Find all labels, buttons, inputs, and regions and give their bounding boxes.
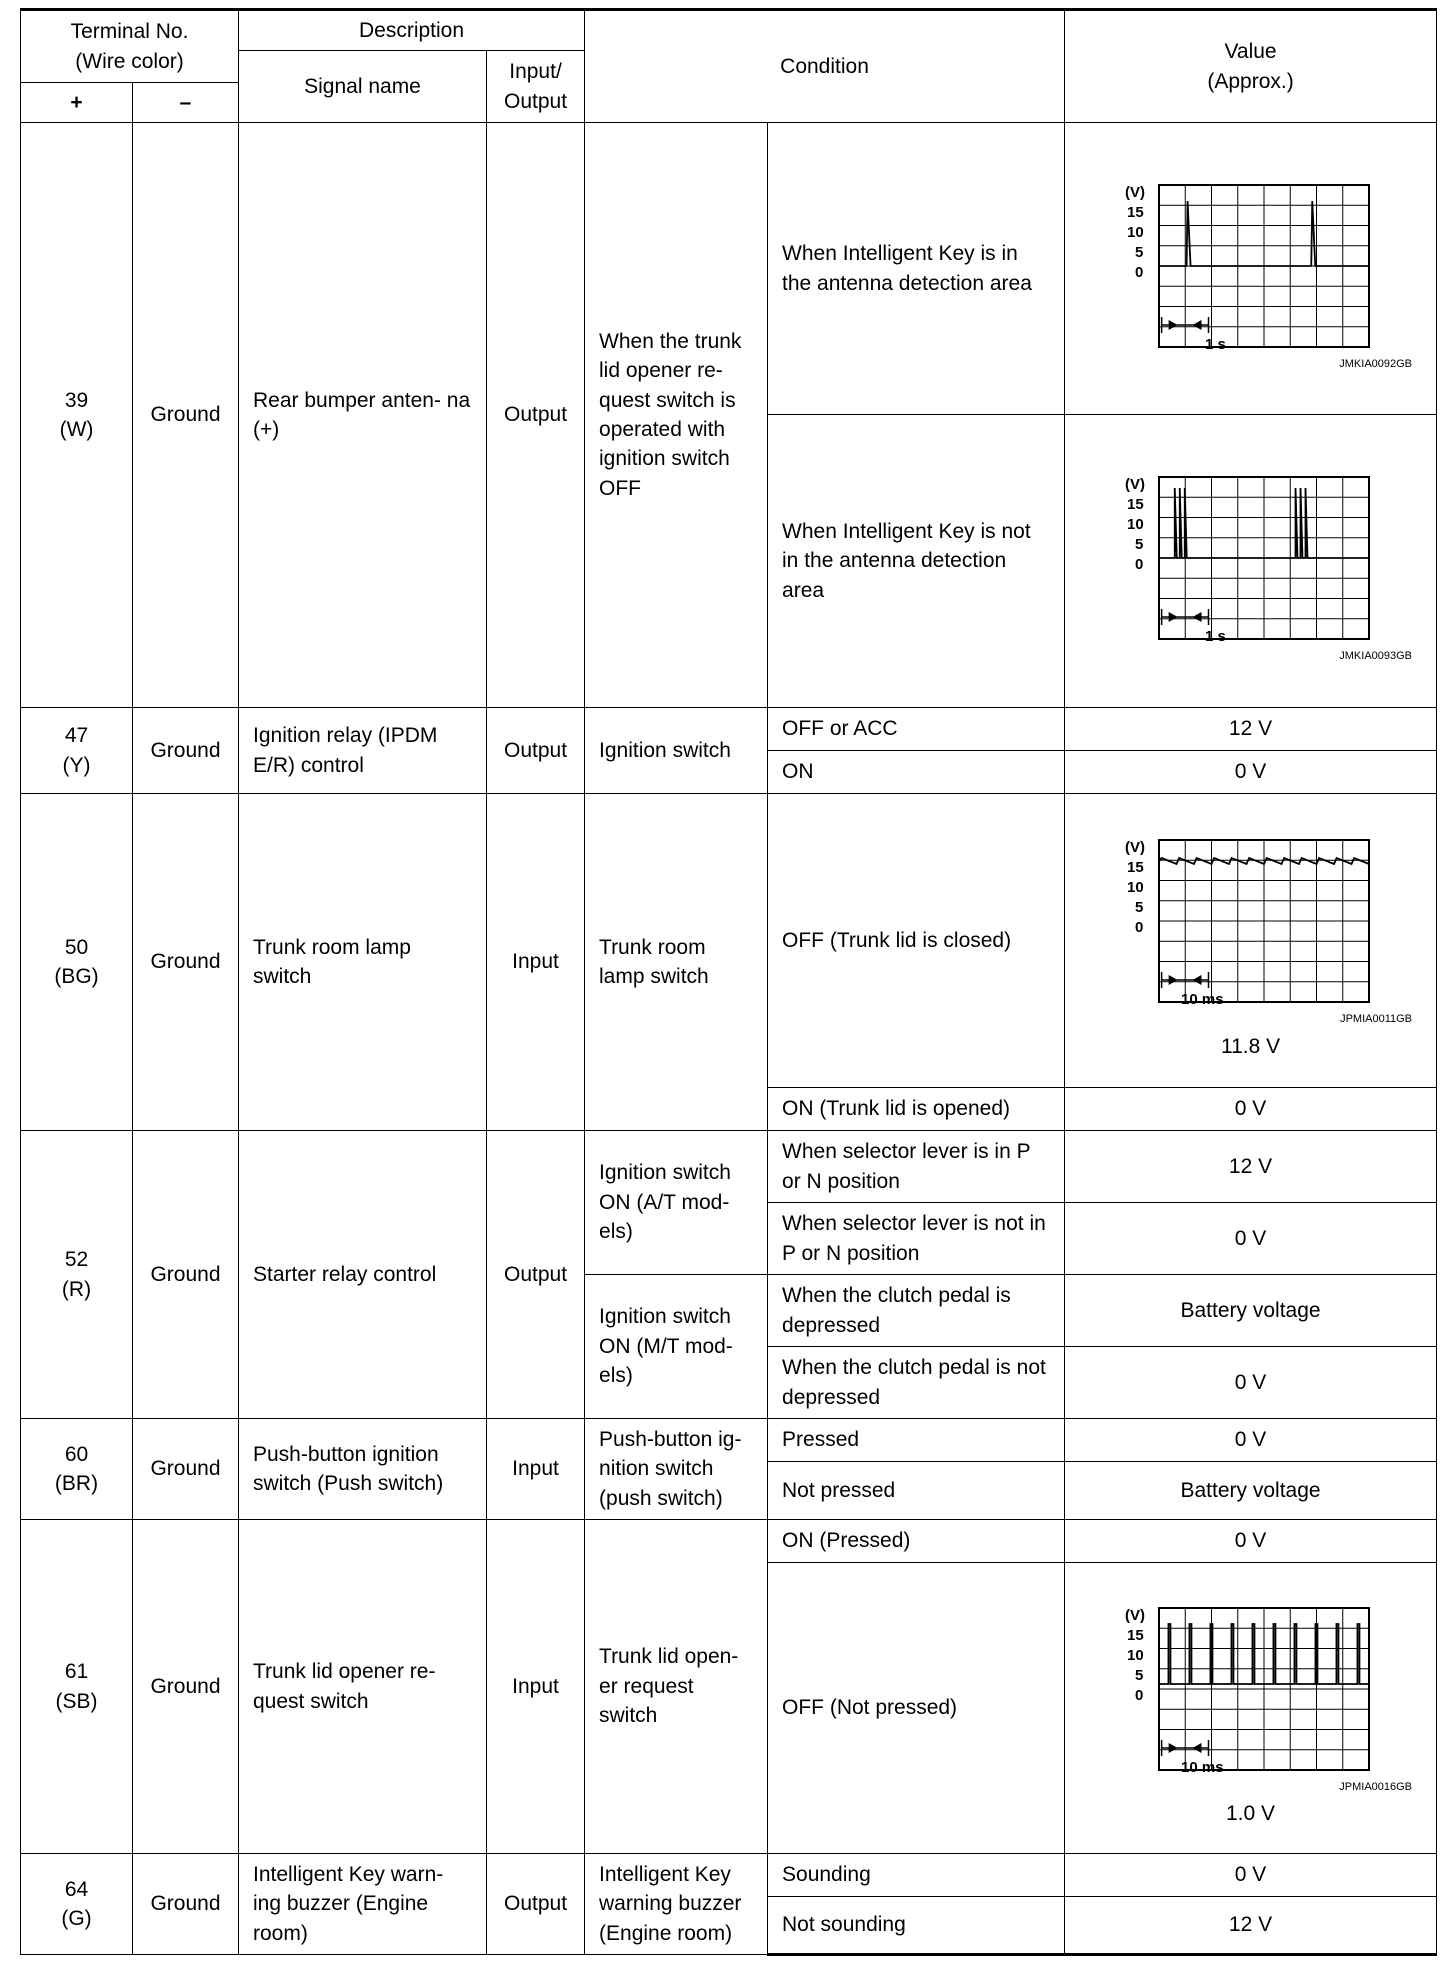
value-cell: 12 V xyxy=(1065,1897,1437,1955)
condition-sub: OFF or ACC xyxy=(768,708,1065,751)
condition-sub: Sounding xyxy=(768,1854,1065,1897)
scale-label: 10 ms xyxy=(1180,1758,1224,1776)
terminal-plus-50 xyxy=(21,794,133,1131)
condition-sub: When selector lever is not in P or N position xyxy=(768,1203,1065,1275)
signal-name: Trunk lid opener re- quest switch xyxy=(239,1520,487,1854)
terminal-table xyxy=(20,8,1437,1956)
scale-arrow-icon xyxy=(1192,1743,1201,1753)
terminal-number: 50 xyxy=(64,935,89,959)
terminal-number: 47 xyxy=(64,724,89,748)
condition-sub: OFF (Trunk lid is closed) xyxy=(768,794,1065,1088)
value-cell: 0 V xyxy=(1065,1088,1437,1131)
y-tick: 0 xyxy=(1134,1686,1143,1704)
y-tick: 15 xyxy=(1126,496,1144,514)
value-header xyxy=(1065,10,1437,123)
terminal-minus: Ground xyxy=(133,1419,239,1520)
scale-label: 10 ms xyxy=(1180,991,1224,1009)
condition-sub: Pressed xyxy=(768,1419,1065,1462)
y-tick: 15 xyxy=(1126,1626,1144,1644)
terminal-minus: Ground xyxy=(133,1520,239,1854)
waveform-chart xyxy=(1101,451,1401,651)
waveform-chart xyxy=(1101,159,1401,359)
terminal-number: 61 xyxy=(64,1660,89,1684)
condition-sub: ON (Pressed) xyxy=(768,1520,1065,1563)
io-value: Output xyxy=(487,708,585,794)
wire-color: (G) xyxy=(61,1907,92,1930)
value-cell: 12 V xyxy=(1065,708,1437,751)
y-tick: 0 xyxy=(1134,263,1143,281)
y-tick: 10 xyxy=(1126,516,1144,534)
minus-header: – xyxy=(133,83,239,123)
value-cell: 0 V xyxy=(1065,1520,1437,1563)
scale-arrow-icon xyxy=(1192,320,1201,330)
wire-color: (R) xyxy=(61,1277,92,1301)
y-tick: 10 xyxy=(1126,223,1144,241)
value-cell: 0 V xyxy=(1065,1419,1437,1462)
signal-name: Starter relay control xyxy=(239,1131,487,1419)
io-header: Input/ Output xyxy=(487,51,585,123)
value-cell: 0 V xyxy=(1065,1854,1437,1897)
value-text: 11.8 V xyxy=(1220,1034,1281,1058)
condition-sub: When the clutch pedal is depressed xyxy=(768,1275,1065,1347)
y-tick: 0 xyxy=(1134,556,1143,574)
y-tick: 15 xyxy=(1126,859,1144,877)
signal-name: Ignition relay (IPDM E/R) control xyxy=(239,708,487,794)
io-value: Input xyxy=(487,1419,585,1520)
unit-label: (V) xyxy=(1124,839,1145,857)
value-cell: Battery voltage xyxy=(1065,1462,1437,1520)
figure-reference: JPMIA0011GB xyxy=(1340,1013,1413,1026)
scale-label: 1 s xyxy=(1204,628,1226,646)
value-text: 1.0 V xyxy=(1226,1802,1276,1825)
unit-label: (V) xyxy=(1124,183,1145,201)
unit-label: (V) xyxy=(1124,1606,1145,1624)
io-value: Input xyxy=(487,1520,585,1854)
condition-sub: Not sounding xyxy=(768,1897,1065,1955)
value-cell: 0 V xyxy=(1065,1203,1437,1275)
terminal-minus: Ground xyxy=(133,708,239,794)
waveform-cell xyxy=(1065,123,1437,415)
wire-color: (BR) xyxy=(54,1472,99,1495)
wire-color-label: (Wire color) xyxy=(75,49,184,73)
condition-main: Ignition switch xyxy=(585,708,768,794)
unit-label: (V) xyxy=(1124,476,1145,494)
scale-arrow-icon xyxy=(1192,975,1201,985)
condition-main: Trunk lid open- er request switch xyxy=(585,1520,768,1854)
condition-sub: When the clutch pedal is not depressed xyxy=(768,1347,1065,1419)
signal-name: Rear bumper anten- na (+) xyxy=(239,123,487,708)
value-cell: Battery voltage xyxy=(1065,1275,1437,1347)
scale-arrow-icon xyxy=(1168,1743,1177,1753)
io-value: Output xyxy=(487,1131,585,1419)
terminal-minus: Ground xyxy=(133,794,239,1131)
scale-arrow-icon xyxy=(1168,975,1177,985)
figure-reference: JMKIA0093GB xyxy=(1339,650,1413,663)
terminal-minus: Ground xyxy=(133,123,239,708)
terminal-number: 39 xyxy=(64,388,89,412)
waveform-cell xyxy=(1065,415,1437,708)
terminal-number: 52 xyxy=(64,1248,89,1272)
condition-sub: When Intelligent Key is in the antenna detection area xyxy=(768,123,1065,415)
description-header: Description xyxy=(239,10,585,51)
scale-arrow-icon xyxy=(1168,612,1177,622)
io-value: Output xyxy=(487,1854,585,1955)
terminal-plus-52 xyxy=(21,1131,133,1419)
terminal-plus-61 xyxy=(21,1520,133,1854)
y-tick: 5 xyxy=(1134,536,1143,554)
condition-main: Ignition switch ON (A/T mod- els) xyxy=(585,1131,768,1275)
io-value: Output xyxy=(487,123,585,708)
terminal-number: 60 xyxy=(64,1442,89,1466)
signal-name-header: Signal name xyxy=(239,51,487,123)
condition-sub: When Intelligent Key is not in the antenna detection area xyxy=(768,415,1065,708)
approx-label: (Approx.) xyxy=(1207,69,1294,93)
terminal-plus-47 xyxy=(21,708,133,794)
condition-sub: When selector lever is in P or N position xyxy=(768,1131,1065,1203)
y-tick: 10 xyxy=(1126,879,1144,897)
value-cell: 0 V xyxy=(1065,1347,1437,1419)
signal-name: Push-button ignition switch (Push switch) xyxy=(239,1419,487,1520)
wire-color: (Y) xyxy=(62,753,91,777)
y-tick: 10 xyxy=(1126,1646,1144,1664)
signal-name: Trunk room lamp switch xyxy=(239,794,487,1131)
value-cell: 12 V xyxy=(1065,1131,1437,1203)
condition-header: Condition xyxy=(585,10,1065,123)
scale-label: 1 s xyxy=(1204,335,1226,353)
terminal-plus-60 xyxy=(21,1419,133,1520)
scale-arrow-icon xyxy=(1192,612,1201,622)
waveform-cell xyxy=(1065,1563,1437,1854)
condition-main: Intelligent Key warning buzzer (Engine room) xyxy=(585,1854,768,1955)
y-tick: 15 xyxy=(1126,203,1144,221)
condition-main: Trunk room lamp switch xyxy=(585,794,768,1131)
waveform-chart xyxy=(1101,814,1401,1014)
condition-main: Push-button ig- nition switch (push switch) xyxy=(585,1419,768,1520)
condition-sub: ON (Trunk lid is opened) xyxy=(768,1088,1065,1131)
value-label: Value xyxy=(1224,40,1277,64)
terminal-plus-64 xyxy=(21,1854,133,1955)
y-tick: 0 xyxy=(1134,919,1143,937)
scale-arrow-icon xyxy=(1168,320,1177,330)
condition-main: When the trunk lid opener re- quest switch is operated with ignition switch OFF xyxy=(585,123,768,708)
condition-sub: ON xyxy=(768,751,1065,794)
io-value: Input xyxy=(487,794,585,1131)
condition-sub: Not pressed xyxy=(768,1462,1065,1520)
figure-reference: JMKIA0092GB xyxy=(1339,357,1413,370)
y-tick: 5 xyxy=(1134,243,1143,261)
terminal-number: 64 xyxy=(64,1877,89,1901)
plus-header: + xyxy=(21,83,133,123)
wire-color: (SB) xyxy=(55,1689,98,1713)
terminal-minus: Ground xyxy=(133,1854,239,1955)
value-cell: 0 V xyxy=(1065,751,1437,794)
condition-main: Ignition switch ON (M/T mod- els) xyxy=(585,1275,768,1419)
wire-color: (BG) xyxy=(54,965,99,988)
terminal-no-header xyxy=(21,10,239,83)
y-tick: 5 xyxy=(1134,1666,1143,1684)
condition-sub: OFF (Not pressed) xyxy=(768,1563,1065,1854)
terminal-no-label: Terminal No. xyxy=(70,20,189,44)
waveform-cell xyxy=(1065,794,1437,1088)
terminal-minus: Ground xyxy=(133,1131,239,1419)
signal-name: Intelligent Key warn- ing buzzer (Engine room) xyxy=(239,1854,487,1955)
waveform-chart xyxy=(1101,1582,1401,1782)
figure-reference: JPMIA0016GB xyxy=(1339,1780,1413,1793)
y-tick: 5 xyxy=(1134,899,1143,917)
wire-color: (W) xyxy=(59,418,94,441)
terminal-plus-39 xyxy=(21,123,133,708)
